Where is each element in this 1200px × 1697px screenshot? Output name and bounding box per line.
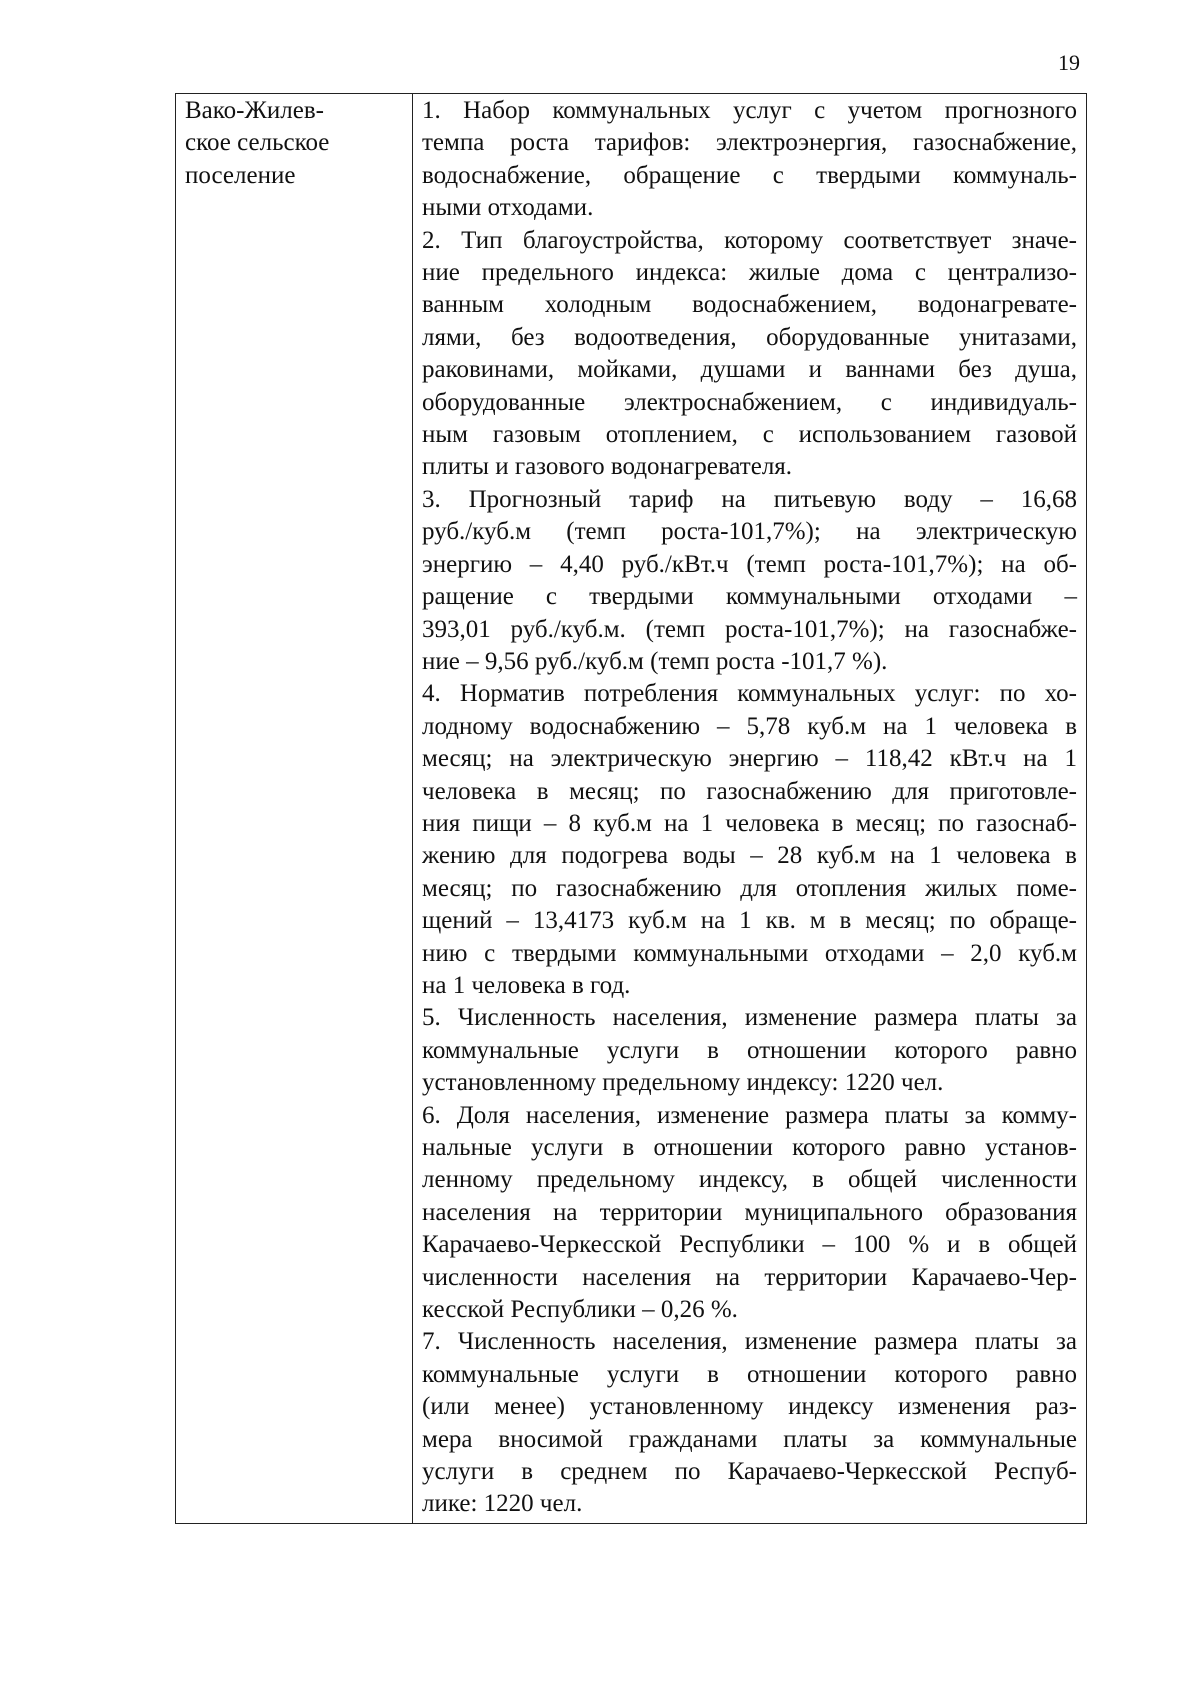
indicator-text-line: нальные услуги в отношении которого равно установ- bbox=[422, 1134, 1077, 1161]
table-row bbox=[176, 94, 1087, 1524]
indicator-text-line: мера вносимой гражданами платы за коммунальные bbox=[422, 1425, 1077, 1453]
indicator-text-line: населения на территории муниципального образования bbox=[422, 1198, 1077, 1226]
indicator-text-line: энергию – 4,40 руб./кВт.ч (темп роста-101,7%); на об- bbox=[422, 550, 1077, 578]
indicator-text-line: ными отходами. bbox=[422, 194, 594, 222]
indicator-text-line: лике: 1220 чел. bbox=[422, 1490, 583, 1518]
indicator-text-line: жению для подогрева воды – 28 куб.м на 1 человека в bbox=[422, 842, 1077, 870]
indicator-text-line: 3. Прогнозный тариф на питьевую воду – 16,68 bbox=[422, 485, 1077, 513]
indicator-text-line: лодному водоснабжению – 5,78 куб.м на 1 человека в bbox=[422, 712, 1077, 740]
municipality-name-line: ское сельское bbox=[185, 129, 330, 157]
indicator-text-line: 7. Численность населения, изменение размера платы за bbox=[422, 1328, 1077, 1356]
indicator-text-line: 393,01 руб./куб.м. (темп роста-101,7%); на газоснабже- bbox=[422, 615, 1077, 643]
municipality-table bbox=[175, 93, 1087, 1524]
indicator-text-line: нию с твердыми коммунальными отходами – 2,0 куб.м bbox=[422, 939, 1077, 967]
indicator-text-line: ния пищи – 8 куб.м на 1 человека в месяц; по газоснаб- bbox=[422, 809, 1077, 837]
indicator-text-line: 5. Численность населения, изменение размера платы за bbox=[422, 1004, 1077, 1032]
indicator-text-line: ленному предельному индексу, в общей численности bbox=[422, 1166, 1077, 1194]
indicator-text-line: 4. Норматив потребления коммунальных услуг: по хо- bbox=[422, 680, 1077, 708]
indicator-text-line: ние предельного индекса: жилые дома с централизо- bbox=[422, 259, 1077, 287]
indicators-text-cell bbox=[413, 94, 1087, 1524]
indicator-text-line: ванным холодным водоснабжением, водонагревате- bbox=[422, 291, 1077, 319]
municipality-name-line: Вако-Жилев- bbox=[185, 97, 324, 124]
indicator-text-line: ным газовым отоплением, с использованием газовой bbox=[422, 421, 1077, 449]
indicator-text-line: плиты и газового водонагревателя. bbox=[422, 453, 793, 481]
indicator-text-line: численности населения на территории Карачаево-Чер- bbox=[422, 1263, 1077, 1291]
indicator-text-line: коммунальные услуги в отношении которого равно bbox=[422, 1036, 1077, 1064]
indicator-text-line: водоснабжение, обращение с твердыми коммуналь- bbox=[422, 161, 1077, 189]
indicator-text-line: руб./куб.м (темп роста-101,7%); на электрическую bbox=[422, 518, 1077, 546]
indicator-text-line: 1. Набор коммунальных услуг с учетом прогнозного bbox=[422, 97, 1077, 124]
indicator-text-line: коммунальные услуги в отношении которого равно bbox=[422, 1360, 1077, 1388]
indicator-text-line: месяц; по газоснабжению для отопления жилых поме- bbox=[422, 874, 1077, 902]
indicator-text-line: человека в месяц; по газоснабжению для приготовле- bbox=[422, 777, 1077, 805]
indicator-text-line: кесской Республики – 0,26 %. bbox=[422, 1296, 738, 1324]
indicator-text-line: установленному предельному индексу: 1220 чел. bbox=[422, 1069, 944, 1097]
indicator-text-line: темпа роста тарифов: электроэнергия, газоснабжение, bbox=[422, 129, 1077, 157]
indicator-text-line: услуги в среднем по Карачаево-Черкесской Респуб- bbox=[422, 1458, 1077, 1486]
page-number: 19 bbox=[1058, 50, 1080, 75]
municipality-name-line: поселение bbox=[185, 161, 296, 189]
indicator-text-line: на 1 человека в год. bbox=[422, 971, 631, 999]
indicator-text-line: ние – 9,56 руб./куб.м (темп роста -101,7 %). bbox=[422, 647, 888, 675]
indicator-text-line: ращение с твердыми коммунальными отходами – bbox=[422, 583, 1077, 611]
municipality-name-cell bbox=[176, 94, 413, 1524]
indicator-text-line: щений – 13,4173 куб.м на 1 кв. м в месяц; по обраще- bbox=[422, 907, 1077, 935]
indicator-text-line: 6. Доля населения, изменение размера платы за комму- bbox=[422, 1101, 1077, 1129]
indicator-text-line: месяц; на электрическую энергию – 118,42 кВт.ч на 1 bbox=[422, 745, 1077, 773]
indicator-text-line: Карачаево-Черкесской Республики – 100 % и в общей bbox=[422, 1231, 1077, 1259]
indicator-text-line: 2. Тип благоустройства, которому соответствует значе- bbox=[422, 226, 1077, 254]
indicator-text-line: раковинами, мойками, душами и ваннами без душа, bbox=[422, 356, 1077, 384]
indicator-text-line: (или менее) установленному индексу изменения раз- bbox=[422, 1393, 1077, 1421]
indicator-text-line: оборудованные электроснабжением, с индивидуаль- bbox=[422, 388, 1077, 416]
indicator-text-line: лями, без водоотведения, оборудованные унитазами, bbox=[422, 323, 1077, 351]
